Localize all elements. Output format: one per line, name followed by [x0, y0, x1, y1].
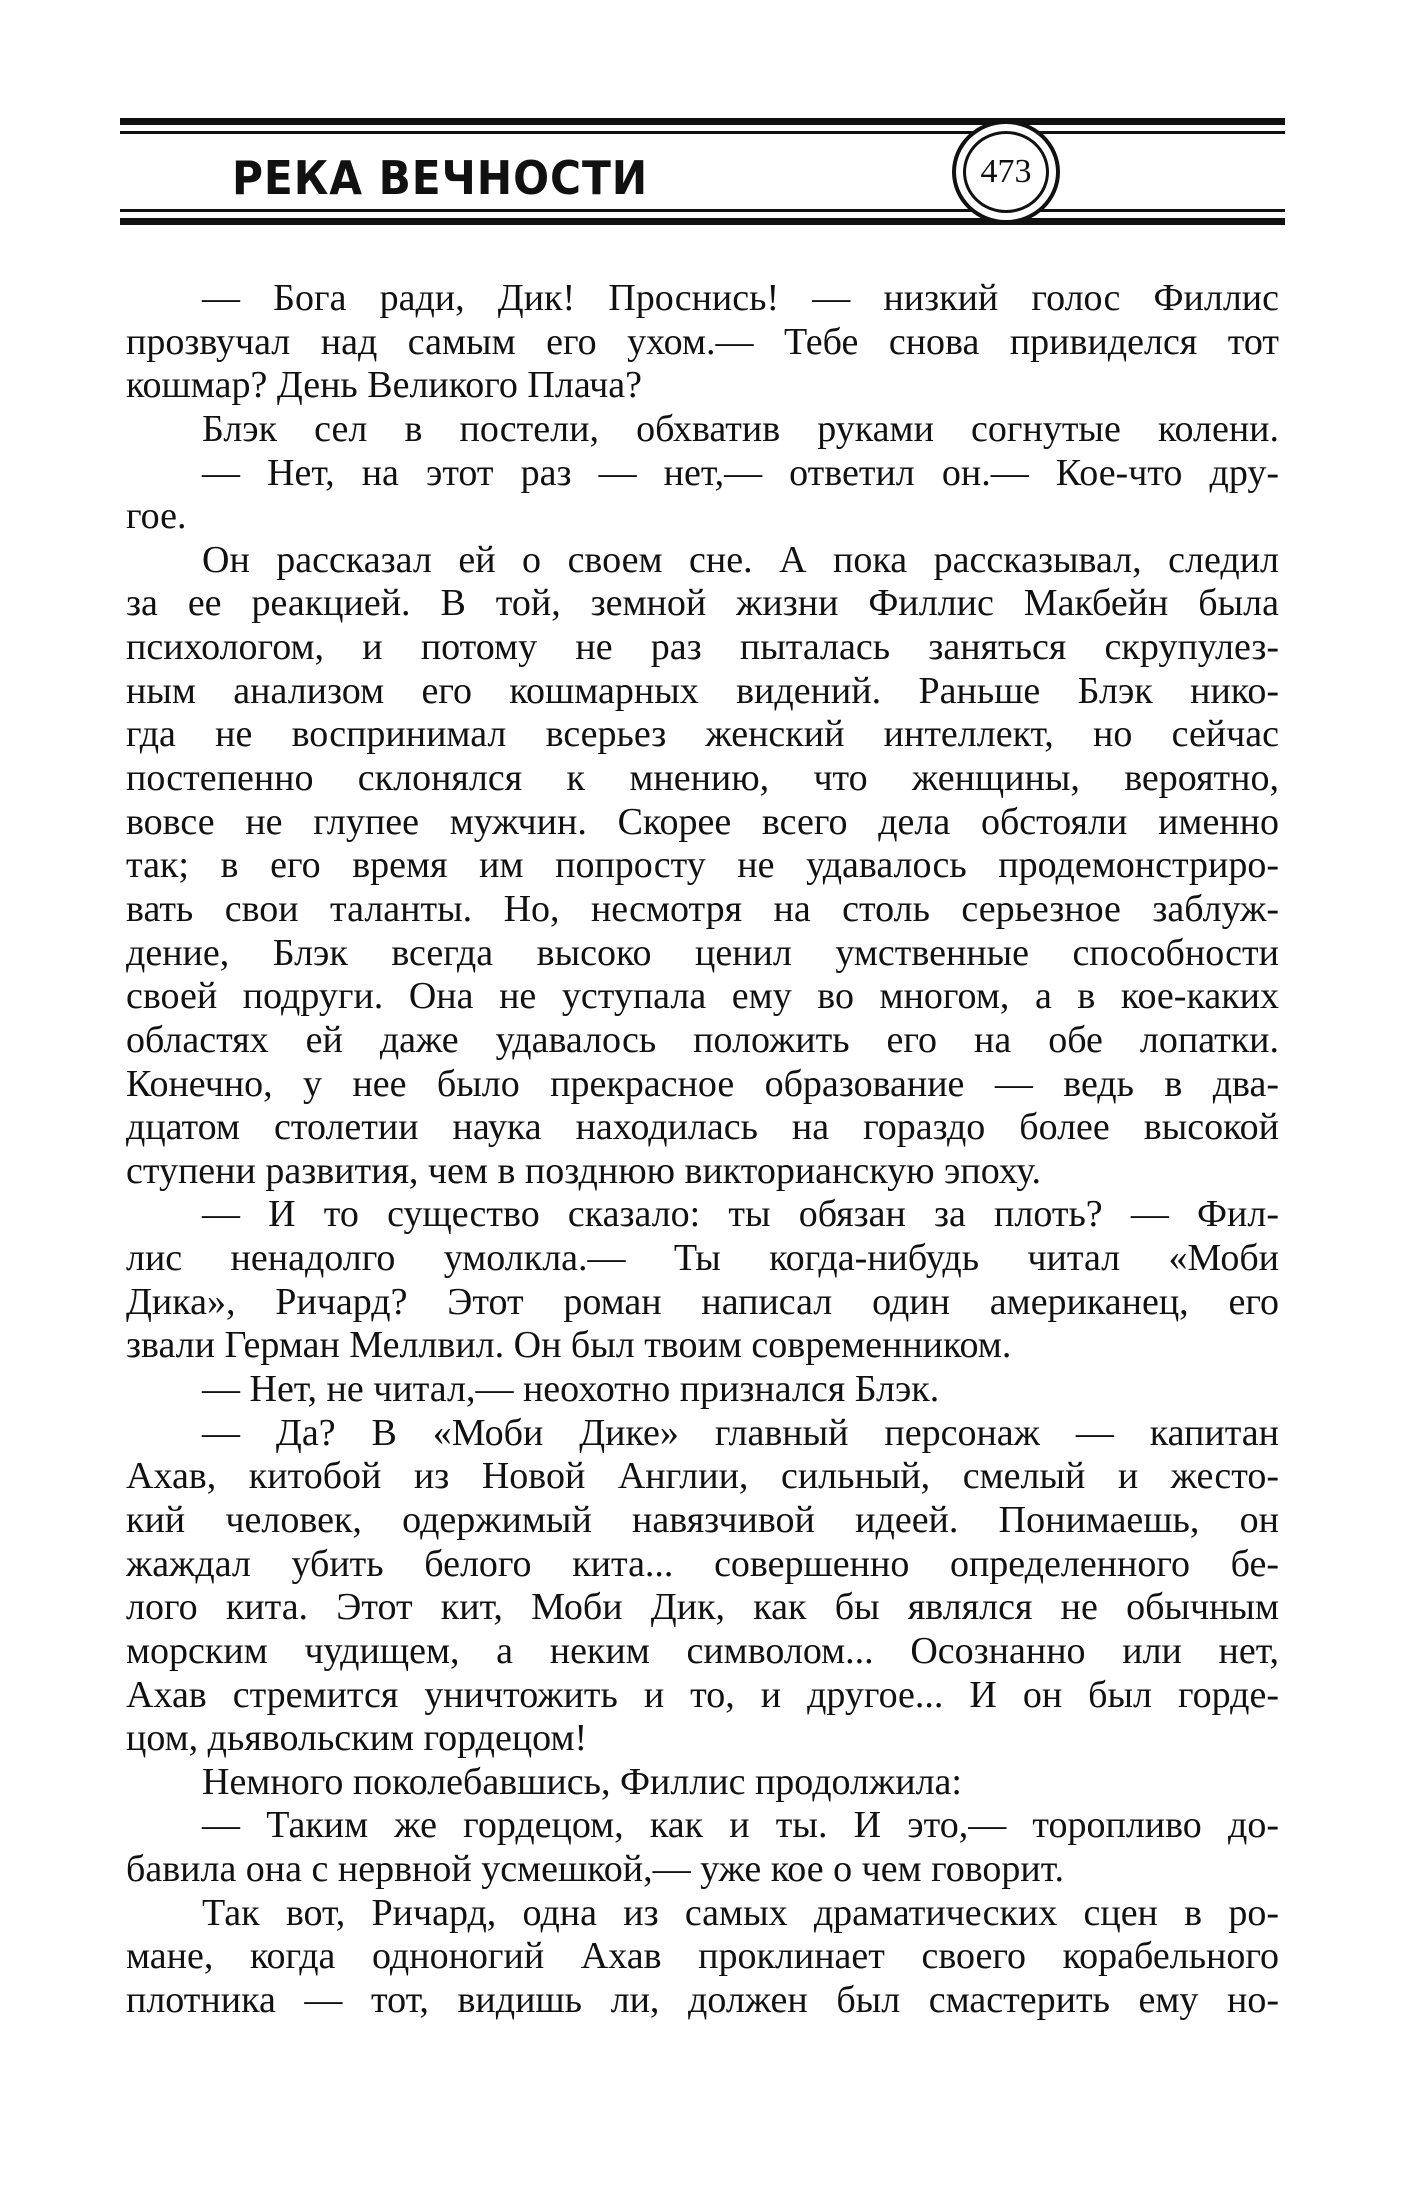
header-rule-top-thin — [120, 131, 1285, 134]
header-rule-bottom-thick — [120, 218, 1285, 225]
text-line: — И то существо сказало: ты обязан за плоть? — Фил- — [202, 1193, 1279, 1236]
text-line: ступени развития, чем в позднюю викторианскую эпоху. — [126, 1149, 1042, 1192]
running-title: РЕКА ВЕЧНОСТИ — [232, 151, 649, 205]
text-line: кий человек, одержимый навязчивой идеей. Понимаешь, он — [126, 1498, 1279, 1541]
text-line: Дика», Ричард? Этот роман написал один американец, его — [126, 1280, 1279, 1323]
text-line: Блэк сел в постели, обхватив руками согнутые колени. — [202, 407, 1279, 450]
page-number: 473 — [980, 153, 1032, 190]
text-line: лого кита. Этот кит, Моби Дик, как бы являлся не обычным — [126, 1586, 1279, 1629]
text-line: Немного поколебавшись, Филлис продолжила: — [202, 1760, 962, 1803]
page-header — [120, 110, 1285, 235]
text-line: Ахав стремится уничтожить и то, и другое... И он был горде- — [126, 1673, 1279, 1716]
page-number-ring — [963, 131, 1049, 213]
text-line: бавила она с нервной усмешкой,— уже кое о чем говорит. — [126, 1848, 1065, 1891]
body-text — [126, 277, 1279, 2023]
text-line: — Нет, не читал,— неохотно признался Блэк. — [202, 1368, 940, 1411]
text-line: прозвучал над самым его ухом.— Тебе снова привиделся тот — [126, 320, 1279, 363]
text-line: своей подруги. Она не уступала ему во многом, а в кое-каких — [126, 975, 1279, 1018]
text-line: так; в его время им попросту не удавалось продемонстриро- — [126, 844, 1279, 887]
header-rule-bottom-thin — [120, 209, 1285, 212]
text-line: мане, когда одноногий Ахав проклинает своего корабельного — [126, 1935, 1279, 1978]
text-line: за ее реакцией. В той, земной жизни Филлис Макбейн была — [126, 582, 1279, 625]
text-line: ным анализом его кошмарных видений. Раньше Блэк нико- — [126, 669, 1279, 712]
text-line: — Да? В «Моби Дике» главный персонаж — капитан — [202, 1411, 1279, 1454]
text-line: лис ненадолго умолкла.— Ты когда-нибудь читал «Моби — [126, 1237, 1279, 1280]
text-line: цом, дьявольским гордецом! — [126, 1717, 588, 1760]
text-line: гда не воспринимал всерьез женский интеллект, но сейчас — [126, 713, 1279, 756]
page-number-badge — [952, 120, 1060, 224]
text-line: вовсе не глупее мужчин. Скорее всего дела обстояли именно — [126, 800, 1279, 843]
text-line: морским чудищем, а неким символом... Осознанно или нет, — [126, 1629, 1279, 1672]
text-line: кошмар? День Великого Плача? — [126, 364, 643, 407]
text-line: дцатом столетии наука находилась на гораздо более высокой — [126, 1106, 1279, 1149]
text-line: — Нет, на этот раз — нет,— ответил он.— Кое-что дру- — [202, 451, 1279, 494]
header-rule-top-thick — [120, 118, 1285, 125]
text-line: областях ей даже удавалось положить его на обе лопатки. — [126, 1018, 1279, 1061]
text-line: Конечно, у нее было прекрасное образование — ведь в два- — [126, 1062, 1279, 1105]
text-line: звали Герман Меллвил. Он был твоим современником. — [126, 1324, 1012, 1367]
text-line: жаждал убить белого кита... совершенно определенного бе- — [126, 1542, 1279, 1585]
text-line: вать свои таланты. Но, несмотря на столь серьезное заблуж- — [126, 887, 1279, 930]
text-line: гое. — [126, 495, 187, 538]
text-line: Так вот, Ричард, одна из самых драматических сцен в ро- — [202, 1891, 1279, 1934]
text-line: Он рассказал ей о своем сне. А пока рассказывал, следил — [202, 538, 1279, 581]
text-line: — Таким же гордецом, как и ты. И это,— торопливо до- — [202, 1804, 1279, 1847]
text-line: дение, Блэк всегда высоко ценил умственные способности — [126, 931, 1279, 974]
text-line: плотника — тот, видишь ли, должен был смастерить ему но- — [126, 1978, 1279, 2021]
text-line: — Бога ради, Дик! Проснись! — низкий голос Филлис — [202, 277, 1279, 319]
text-line: психологом, и потому не раз пыталась заняться скрупулез- — [126, 626, 1279, 669]
text-line: Ахав, китобой из Новой Англии, сильный, смелый и жесто- — [126, 1455, 1279, 1498]
text-line: постепенно склонялся к мнению, что женщины, вероятно, — [126, 757, 1279, 800]
